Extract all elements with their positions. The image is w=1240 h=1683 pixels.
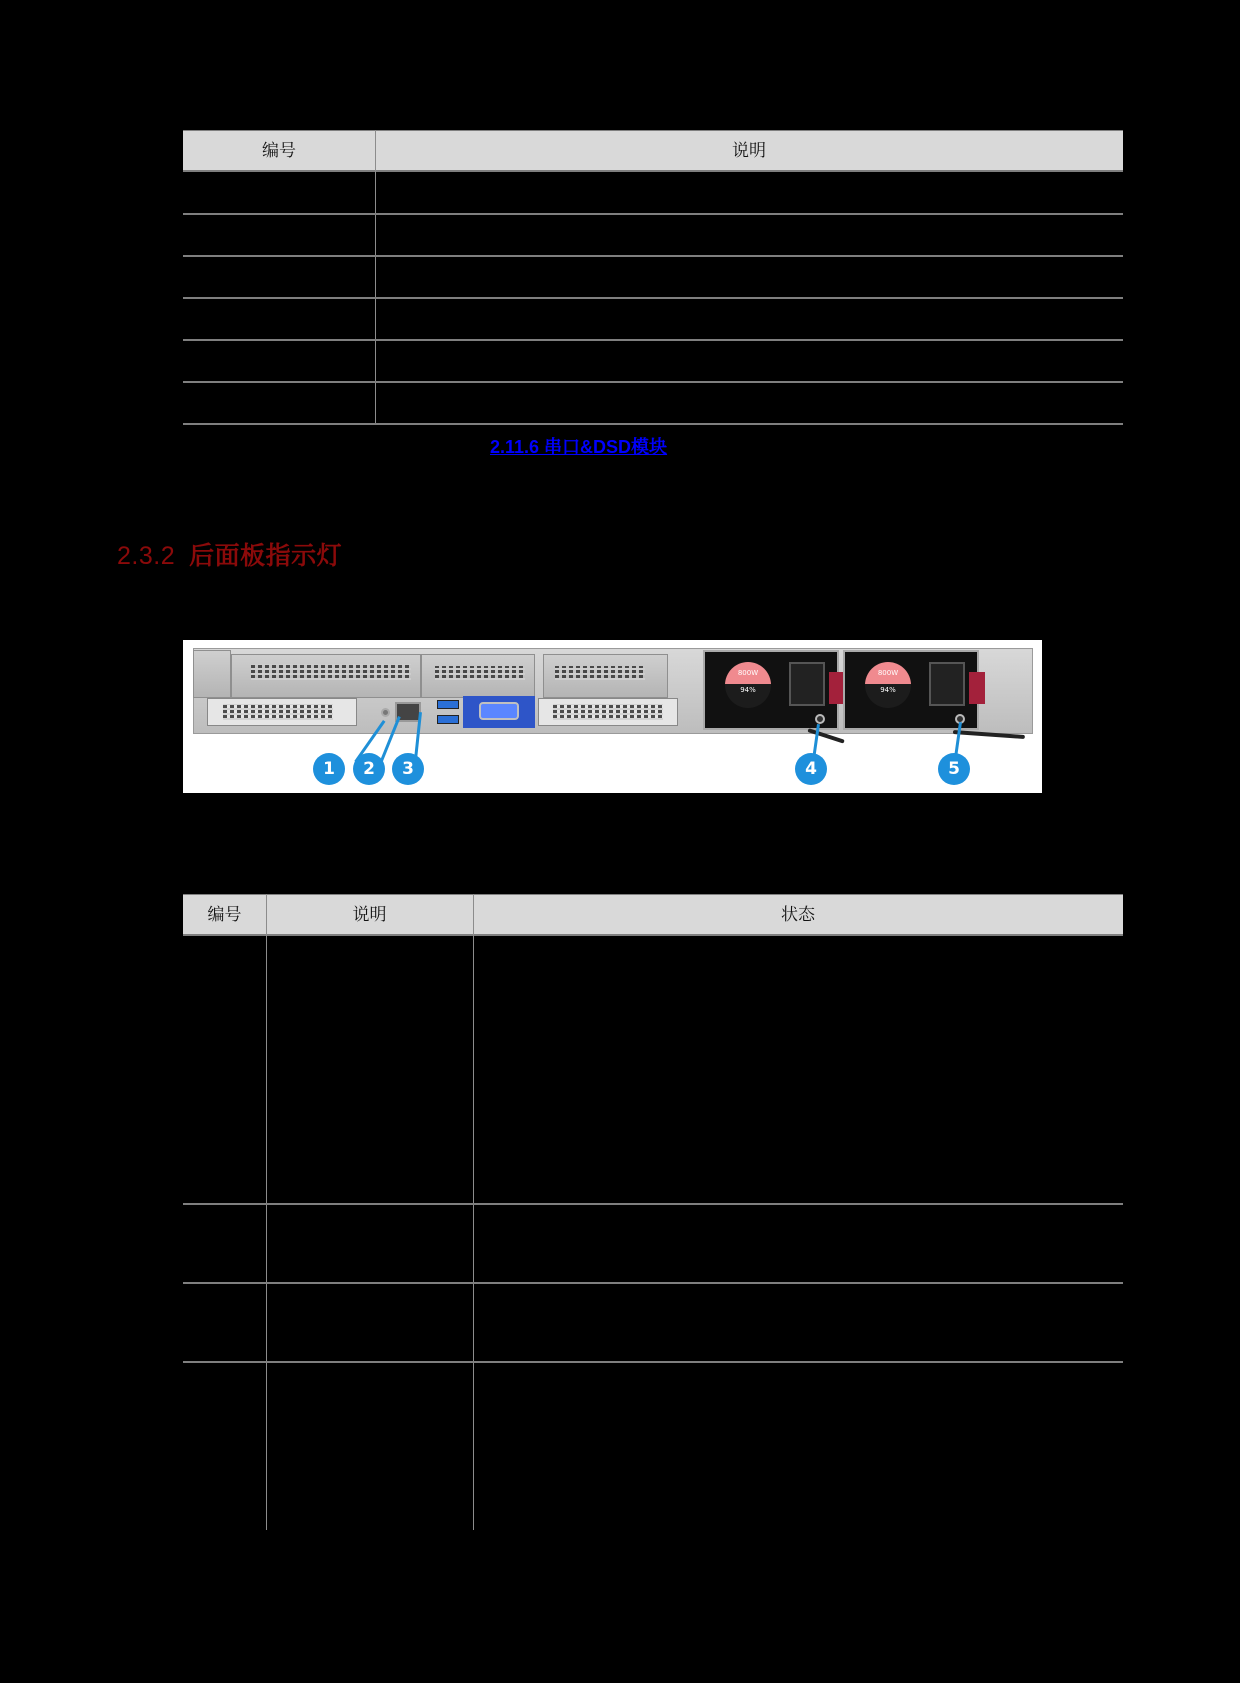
row-divider xyxy=(183,255,1123,257)
row-divider xyxy=(183,339,1123,341)
vent-grille xyxy=(555,666,645,680)
column-divider xyxy=(473,894,474,1530)
power-inlet xyxy=(789,662,825,706)
callout-2: 2 xyxy=(353,753,385,785)
section-number: 2.3.2 xyxy=(117,542,176,570)
header-description: 说明 xyxy=(352,905,387,925)
cross-reference-link[interactable]: 2.11.6 串口&DSD模块 xyxy=(490,437,668,457)
vent-grille xyxy=(435,666,525,680)
usb-port-2 xyxy=(437,715,459,724)
vga-port xyxy=(479,702,519,720)
table-header xyxy=(183,894,1123,936)
uid-button xyxy=(381,708,390,717)
psu-efficiency: 94% xyxy=(880,686,896,694)
psu-wattage: 800W xyxy=(865,662,911,684)
row-divider xyxy=(183,213,1123,215)
usb-port-1 xyxy=(437,700,459,709)
header-id: 编号 xyxy=(207,905,242,925)
psu-latch xyxy=(969,672,985,704)
vent-grille xyxy=(251,664,411,680)
vent-grille xyxy=(553,704,663,720)
row-divider xyxy=(183,423,1123,425)
power-supply-2 xyxy=(843,650,979,730)
psu-wattage: 800W xyxy=(725,662,771,684)
row-divider xyxy=(183,381,1123,383)
section-title: 后面板指示灯 xyxy=(189,542,343,570)
left-bracket xyxy=(193,650,231,698)
section-heading xyxy=(117,536,342,572)
row-divider xyxy=(183,297,1123,299)
rear-panel-image xyxy=(183,640,1042,793)
power-inlet xyxy=(929,662,965,706)
callout-1: 1 xyxy=(313,753,345,785)
header-description: 说明 xyxy=(732,141,766,161)
psu-fan xyxy=(725,662,771,708)
column-divider xyxy=(266,894,267,1530)
psu-led xyxy=(815,714,825,724)
indicator-table xyxy=(183,894,1123,1530)
psu-fan xyxy=(865,662,911,708)
row-divider xyxy=(183,1282,1123,1284)
vent-grille xyxy=(223,704,333,720)
power-supply-1 xyxy=(703,650,839,730)
table-header xyxy=(183,130,1123,172)
callout-5: 5 xyxy=(938,753,970,785)
callout-3: 3 xyxy=(392,753,424,785)
header-id: 编号 xyxy=(262,141,296,161)
header-status: 状态 xyxy=(781,905,815,925)
psu-efficiency: 94% xyxy=(740,686,756,694)
callout-4: 4 xyxy=(795,753,827,785)
row-divider xyxy=(183,1361,1123,1363)
component-table-1 xyxy=(183,130,1123,425)
row-divider xyxy=(183,1203,1123,1205)
